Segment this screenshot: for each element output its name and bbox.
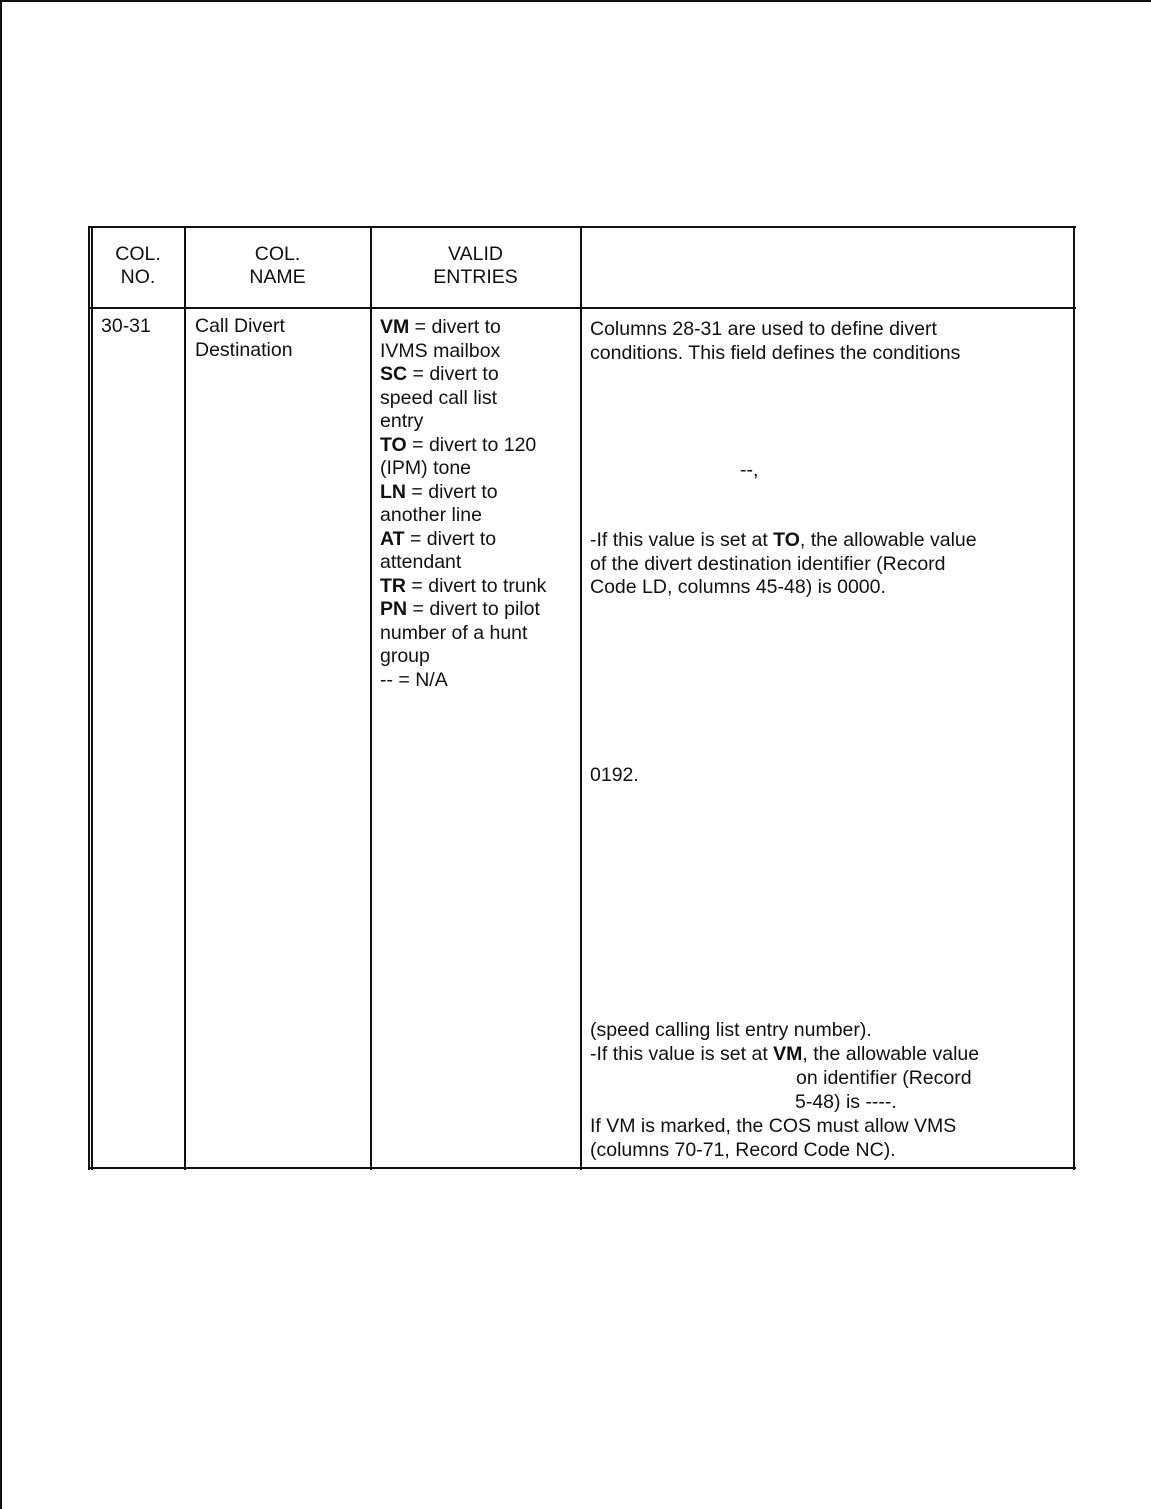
- description-intro: [590, 318, 960, 365]
- description-vm-note: [590, 1043, 979, 1067]
- valid-entry-line: entry: [380, 410, 424, 432]
- valid-entry-line: VM = divert to: [380, 316, 501, 338]
- valid-entry-line: speed call list: [380, 386, 498, 409]
- header-valid-entries-line1: VALID: [448, 243, 503, 265]
- description-cos-note: [590, 1115, 956, 1162]
- valid-entry-line: another line: [380, 504, 482, 526]
- header-col-name-line2: NAME: [249, 266, 306, 288]
- valid-entry-line: attendant: [380, 551, 462, 573]
- header-col-name-line1: COL.: [254, 243, 301, 265]
- table-border-left: [88, 226, 90, 1170]
- valid-entries-list: [380, 316, 546, 692]
- header-valid-entries-line2: ENTRIES: [433, 266, 518, 288]
- valid-entry-line: -- = N/A: [380, 668, 448, 691]
- description-to-note: [590, 529, 977, 600]
- row-col-name-line1: Call Divert: [195, 315, 285, 337]
- cos-note-line2: (columns 70-71, Record Code NC).: [590, 1138, 896, 1161]
- table-border-top: [88, 226, 1076, 228]
- to-note-line1: -If this value is set at TO, the allowable value: [590, 529, 977, 551]
- description-number-fragment: 0192.: [590, 764, 639, 786]
- table-border-right: [1073, 226, 1075, 1170]
- vm-note-line1: -If this value is set at VM, the allowable value: [590, 1043, 980, 1065]
- to-note-line3: Code LD, columns 45-48) is 0000.: [590, 576, 886, 598]
- valid-entry-line: LN = divert to: [380, 480, 498, 503]
- valid-entry-line: group: [380, 645, 430, 667]
- record-table: [88, 226, 1076, 1170]
- page-left-rule: [0, 0, 2, 1509]
- col-divider-2: [370, 226, 372, 1170]
- header-col-no-line2: NO.: [120, 266, 156, 288]
- header-col-no-line1: COL.: [115, 243, 161, 265]
- valid-entry-line: PN = divert to pilot: [380, 598, 540, 620]
- col-divider-3: [580, 226, 582, 1170]
- valid-entry-line: TR = divert to trunk: [380, 574, 547, 597]
- valid-entry-line: (IPM) tone: [380, 457, 472, 479]
- header-divider: [88, 307, 1076, 309]
- header-valid-entries: [371, 243, 580, 289]
- valid-entry-line: TO = divert to 120: [380, 433, 537, 456]
- vm-note-fragment-2: 5-48) is ----.: [795, 1091, 897, 1113]
- valid-entry-line: IVMS mailbox: [380, 339, 501, 362]
- row-col-name: [195, 315, 293, 362]
- header-col-no: [92, 243, 184, 289]
- row-col-no: 30-31: [101, 315, 151, 337]
- description-intro-line1: Columns 28-31 are used to define divert: [590, 318, 937, 340]
- table-border-bottom: [88, 1167, 1076, 1169]
- description-dash-fragment: --,: [740, 459, 759, 481]
- description-intro-line2: conditions. This field defines the conditions: [590, 341, 961, 364]
- page-top-rule: [0, 0, 1151, 2]
- valid-entry-line: SC = divert to: [380, 363, 499, 385]
- col-divider-1: [184, 226, 186, 1170]
- table-border-left-inner: [91, 226, 93, 1170]
- row-col-name-line2: Destination: [195, 338, 293, 361]
- valid-entry-line: number of a hunt: [380, 621, 528, 644]
- valid-entry-line: AT = divert to: [380, 527, 497, 550]
- header-col-name: [185, 243, 370, 289]
- description-speed-line: (speed calling list entry number).: [590, 1019, 872, 1041]
- cos-note-line1: If VM is marked, the COS must allow VMS: [590, 1115, 957, 1137]
- vm-note-fragment-1: on identifier (Record: [796, 1067, 972, 1089]
- to-note-line2: of the divert destination identifier (Record: [590, 552, 946, 575]
